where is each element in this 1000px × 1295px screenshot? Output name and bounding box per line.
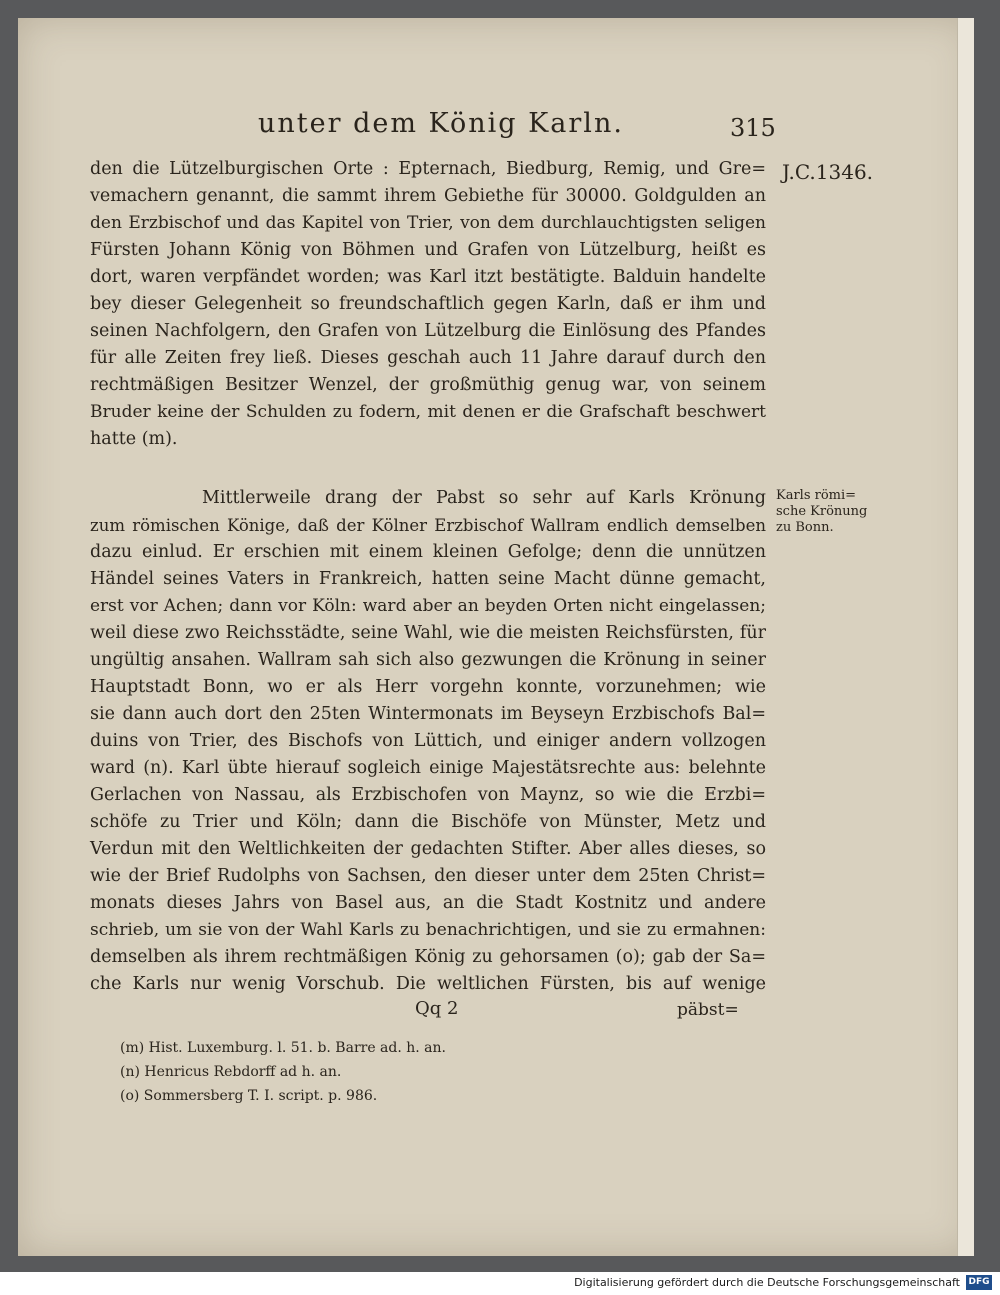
text-line: Händel seines Vaters in Frankreich, hatten seine Macht dünne gemacht, bbox=[90, 569, 766, 589]
text-line: den Erzbischof und das Kapitel von Trier, von dem durchlauchtigsten seligen bbox=[90, 213, 766, 233]
catchword: päbst= bbox=[677, 1000, 739, 1020]
text-line: den die Lützelburgischen Orte : Epternach, Biedburg, Remig, und Gre= bbox=[90, 159, 766, 179]
text-line: Fürsten Johann König von Böhmen und Grafen von Lützelburg, heißt es bbox=[90, 240, 766, 260]
page-edge bbox=[957, 18, 974, 1256]
footnote: (m) Hist. Luxemburg. l. 51. b. Barre ad. h. an. bbox=[120, 1040, 446, 1056]
text-line: demselben als ihrem rechtmäßigen König zu gehorsamen (o); gab der Sa= bbox=[90, 947, 766, 967]
text-line: che Karls nur wenig Vorschub. Die weltlichen Fürsten, bis auf wenige bbox=[90, 974, 766, 994]
running-head: unter dem König Karln. bbox=[258, 108, 624, 139]
text-line: vemachern genannt, die sammt ihrem Gebiethe für 30000. Goldgulden an bbox=[90, 186, 766, 206]
footer-credit: Digitalisierung gefördert durch die Deutsche Forschungsgemeinschaft bbox=[574, 1276, 960, 1289]
text-line: schöfe zu Trier und Köln; dann die Bischöfe von Münster, Metz und bbox=[90, 812, 766, 832]
text-line: duins von Trier, des Bischofs von Lüttich, und einiger andern vollzogen bbox=[90, 731, 766, 751]
text-line: Hauptstadt Bonn, wo er als Herr vorgehn konnte, vorzunehmen; wie bbox=[90, 677, 766, 697]
footnotes bbox=[120, 1036, 446, 1108]
margin-date: J.C.1346. bbox=[782, 160, 874, 184]
footnote: (n) Henricus Rebdorff ad h. an. bbox=[120, 1064, 342, 1080]
text-line: wie der Brief Rudolphs von Sachsen, den dieser unter dem 25ten Christ= bbox=[90, 866, 766, 886]
text-line: Gerlachen von Nassau, als Erzbischofen von Maynz, so wie die Erzbi= bbox=[90, 785, 766, 805]
text-line: seinen Nachfolgern, den Grafen von Lützelburg die Einlösung des Pfandes bbox=[90, 321, 766, 341]
text-line: bey dieser Gelegenheit so freundschaftlich gegen Karln, daß er ihm und bbox=[90, 294, 766, 314]
page-number: 315 bbox=[730, 114, 776, 142]
text-line: schrieb, um sie von der Wahl Karls zu benachrichtigen, und sie zu ermahnen: bbox=[90, 920, 766, 940]
text-line: ungültig ansahen. Wallram sah sich also gezwungen die Krönung in seiner bbox=[90, 650, 766, 670]
footnote: (o) Sommersberg T. I. script. p. 986. bbox=[120, 1088, 378, 1104]
text-line: dazu einlud. Er erschien mit einem kleinen Gefolge; denn die unnützen bbox=[90, 542, 766, 562]
text-line: Bruder keine der Schulden zu fodern, mit denen er die Grafschaft beschwert bbox=[90, 402, 766, 422]
marginal-note-line: Karls römi= bbox=[776, 488, 857, 503]
text-line: rechtmäßigen Besitzer Wenzel, der großmüthig genug war, von seinem bbox=[90, 375, 766, 395]
text-line: für alle Zeiten frey ließ. Dieses geschah auch 11 Jahre darauf durch den bbox=[90, 348, 766, 368]
marginal-note bbox=[776, 488, 867, 536]
text-line: zum römischen Könige, daß der Kölner Erzbischof Wallram endlich demselben bbox=[90, 516, 766, 535]
dfg-logo-icon[interactable]: DFG bbox=[966, 1275, 992, 1290]
text-line: sie dann auch dort den 25ten Wintermonats im Beyseyn Erzbischofs Bal= bbox=[90, 704, 766, 724]
text-line: ward (n). Karl übte hierauf sogleich einige Majestätsrechte aus: belehnte bbox=[90, 758, 766, 778]
text-line: monats dieses Jahrs von Basel aus, an die Stadt Kostnitz und andere bbox=[90, 893, 766, 913]
footer-bar bbox=[0, 1272, 1000, 1295]
signature-mark: Qq 2 bbox=[415, 998, 459, 1019]
text-line: dort, waren verpfändet worden; was Karl itzt bestätigte. Balduin handelte bbox=[90, 267, 766, 287]
marginal-note-line: sche Krönung bbox=[776, 504, 868, 519]
paragraph-2 bbox=[90, 485, 766, 998]
paragraph-1 bbox=[90, 156, 766, 453]
marginal-note-line: zu Bonn. bbox=[776, 520, 834, 535]
text-line: Verdun mit den Weltlichkeiten der gedachten Stifter. Aber alles dieses, so bbox=[90, 839, 766, 859]
text-line: weil diese zwo Reichsstädte, seine Wahl, wie die meisten Reichsfürsten, für bbox=[90, 623, 766, 643]
text-line: hatte (m). bbox=[90, 429, 178, 449]
text-line: erst vor Achen; dann vor Köln: ward aber an beyden Orten nicht eingelassen; bbox=[90, 596, 766, 616]
text-line: Mittlerweile drang der Pabst so sehr auf Karls Krönung bbox=[202, 488, 766, 508]
